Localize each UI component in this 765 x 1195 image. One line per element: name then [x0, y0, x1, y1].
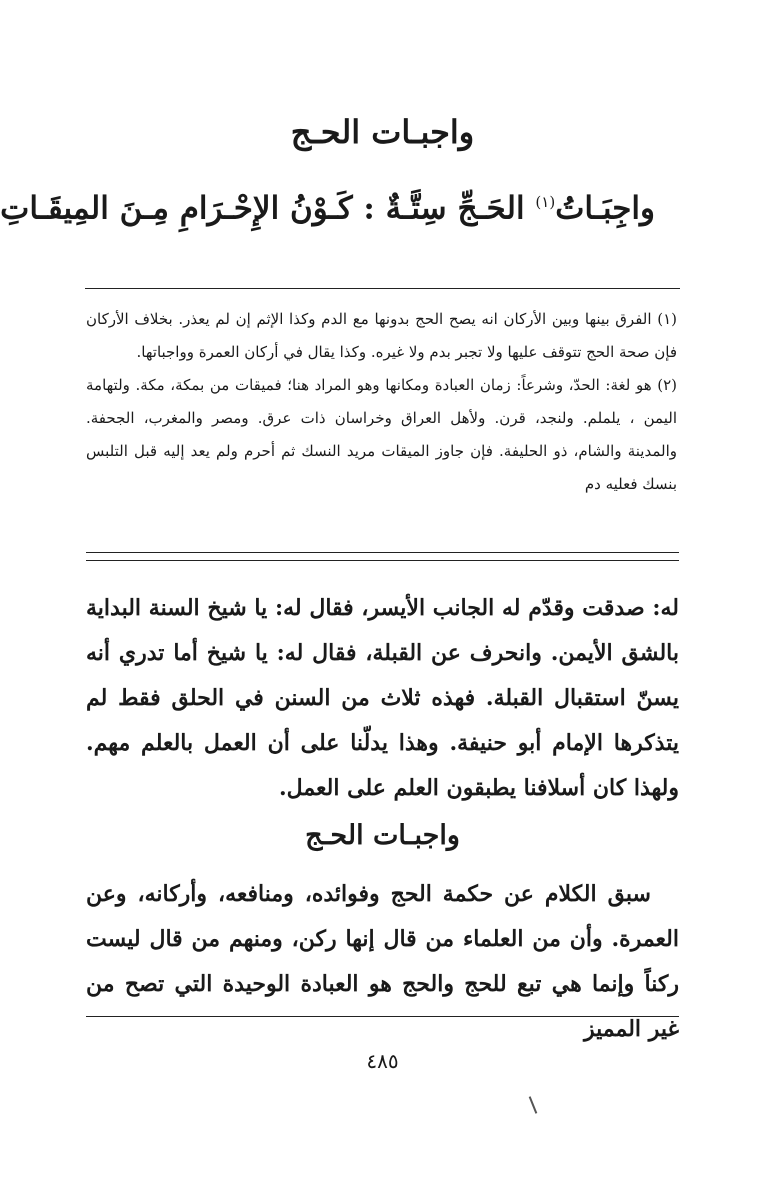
- commentary-paragraph: له: صدقت وقدّم له الجانب الأيسر، فقال له: يا شيخ السنة البداية بالشق الأيمن. وانحرف عن القبلة، فقال له: يا شيخ أما تدري أنه يسنّ استقبال القبلة. فهذه ثلاث من السنن في الحلق فقط لم يتذكرها الإمام أبو حنيفة. وهذا يدلّنا على أن العمل بالعلم مهم. ولهذا كان أسلافنا يطبقون العلم على العمل.: [86, 595, 679, 801]
- section-heading: واجبـات الحـج: [305, 820, 460, 851]
- page-title: واجبـات الحـج: [290, 113, 475, 151]
- stray-pen-mark: [529, 1096, 538, 1113]
- section-body: [86, 872, 679, 1052]
- double-rule-lower: [86, 560, 679, 561]
- matn-text: [0, 178, 655, 232]
- page-number: ٤٨٥: [366, 1049, 399, 1073]
- footnotes-block: [86, 303, 677, 501]
- footnote-1: (١) الفرق بينها وبين الأركان انه يصح الحج بدونها مع الدم وكذا الإثم إن لم يعذر. بخلاف الأركان فإن صحة الحج تتوقف عليها ولا تجبر بدم ولا غيره. وكذا يقال في أركان العمرة وواجباتها.: [86, 310, 677, 361]
- matn-part-2: الحَـجِّ سِتَّـةٌ : كَـوْنُ الإِحْـرَامِ مِـنَ المِيقَـاتِ: [0, 190, 536, 227]
- matn-part-1: واجِبَـاتُ: [555, 190, 655, 227]
- bottom-rule: [86, 1016, 679, 1017]
- footnote-ref-1: (١): [535, 193, 556, 211]
- double-rule-upper: [86, 552, 679, 553]
- footnote-2: (٢) هو لغة: الحدّ، وشرعاً: زمان العبادة ومكانها وهو المراد هنا؛ فميقات من بمكة، مكة. ولتهامة اليمن ، يلملم. ولنجد، قرن. ولأهل العراق وخراسان ذات عرق. ومصر والمغرب، الجحفة. والمدينة والشام، ذو الحليفة. فإن جاوز الميقات مريد النسك ثم أحرم ولم يعد إليه قبل التلبس بنسك فعليه دم: [86, 376, 677, 493]
- commentary-block: [86, 586, 679, 811]
- footnote-separator: [85, 288, 680, 289]
- section-paragraph: سبق الكلام عن حكمة الحج وفوائده، ومنافعه، وأركانه، وعن العمرة. وأن من العلماء من قال إنها ركن، ومنهم من قال ليست ركناً وإنما هي تبع للحج والحج هو العبادة الوحيدة التي تصح من غير المميز: [86, 881, 679, 1042]
